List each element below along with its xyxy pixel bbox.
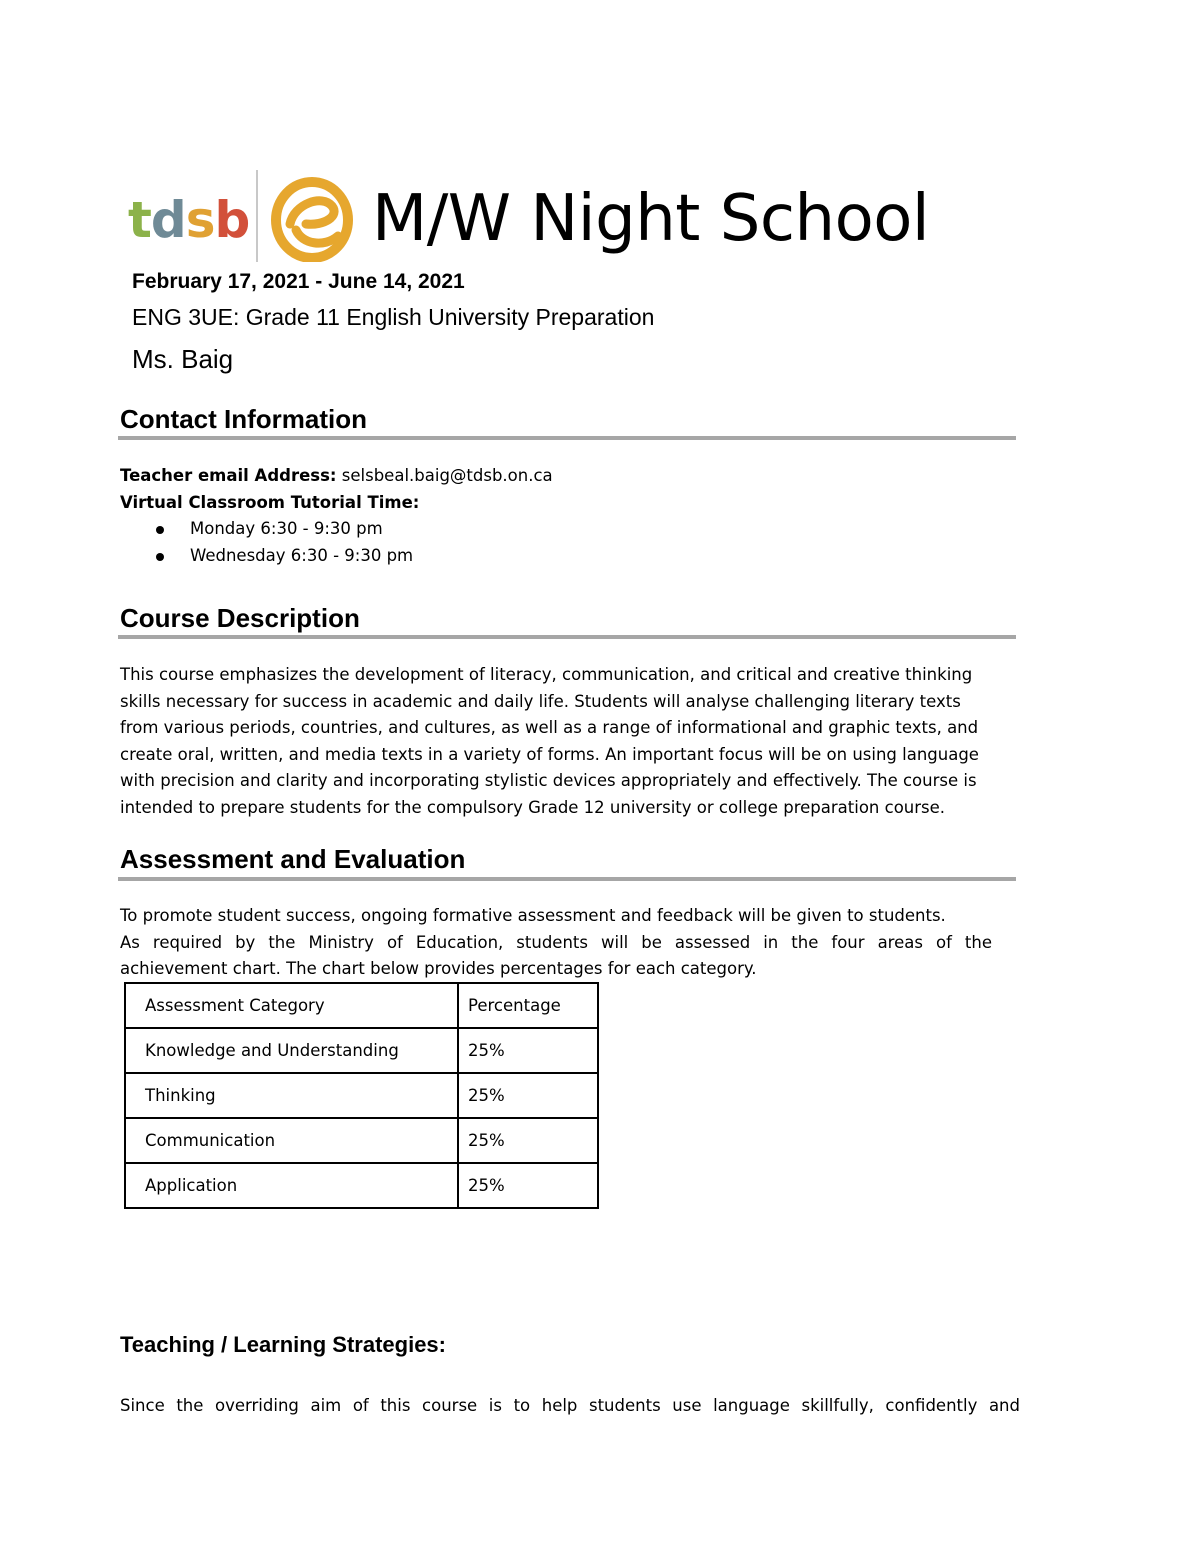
tutorial-label: Virtual Classroom Tutorial Time:: [120, 492, 420, 512]
table-header-row: [125, 983, 598, 1028]
table-header-cell: Assessment Category: [125, 983, 458, 1028]
category-cell: Knowledge and Understanding: [125, 1028, 458, 1073]
email-link[interactable]: selsbeal.baig@tdsb.on.ca: [336, 466, 553, 485]
course-title: ENG 3UE: Grade 11 English University Preparation: [132, 304, 655, 330]
assessment-intro: [120, 903, 992, 983]
table-header-cell: Percentage: [458, 983, 598, 1028]
logo-divider: [256, 170, 258, 262]
tutorial-times-list: [120, 516, 1020, 570]
description-line: with precision and clarity and incorporating stylistic devices appropriately and effectively. The course is: [120, 771, 977, 790]
table-row: [125, 1028, 598, 1073]
section-divider: [118, 436, 1016, 440]
tdsb-logo-letter: s: [185, 191, 215, 249]
e-learning-logo-icon: [268, 174, 356, 262]
section-divider: [118, 877, 1016, 881]
percentage-cell: 25%: [458, 1163, 598, 1208]
assessment-heading: Assessment and Evaluation: [120, 844, 466, 874]
tdsb-logo-letter: t: [128, 191, 151, 249]
assessment-line: As required by the Ministry of Education, students will be assessed in the four areas of the: [120, 932, 992, 952]
assessment-line: To promote student success, ongoing formative assessment and feedback will be given to students.: [120, 906, 946, 925]
assessment-table: [124, 982, 599, 1209]
tutorial-time: Monday 6:30 - 9:30 pm: [190, 519, 383, 538]
strategies-heading: Teaching / Learning Strategies:: [120, 1332, 446, 1357]
description-line: skills necessary for success in academic and daily life. Students will analyse challenging literary texts: [120, 691, 961, 711]
list-item: [120, 543, 1020, 570]
tutorial-time: Wednesday 6:30 - 9:30 pm: [190, 546, 414, 565]
percentage-cell: 25%: [458, 1073, 598, 1118]
tdsb-logo: [128, 192, 249, 248]
category-cell: Communication: [125, 1118, 458, 1163]
school-name: M/W Night School: [372, 182, 930, 256]
description-line: from various periods, countries, and cultures, as well as a range of informational and graphic texts, and: [120, 718, 979, 737]
description-line: create oral, written, and media texts in a variety of forms. An important focus will be on using language: [120, 744, 979, 764]
table-row: [125, 1118, 598, 1163]
contact-heading: Contact Information: [120, 404, 367, 434]
section-divider: [118, 635, 1016, 639]
assessment-line: achievement chart. The chart below provides percentages for each category.: [120, 959, 757, 978]
strategies-text: Since the overriding aim of this course is to help students use language skillfully, confidently and: [120, 1396, 1020, 1415]
category-cell: Application: [125, 1163, 458, 1208]
email-line: [120, 463, 1020, 490]
percentage-cell: 25%: [458, 1028, 598, 1073]
bullet-icon: [156, 553, 164, 561]
course-description: [120, 662, 1020, 821]
header-logo-row: [128, 168, 1028, 268]
table-row: [125, 1073, 598, 1118]
description-line: intended to prepare students for the compulsory Grade 12 university or college preparation course.: [120, 797, 946, 817]
description-heading: Course Description: [120, 603, 360, 633]
contact-block: [120, 463, 1020, 570]
teacher-name: Ms. Baig: [132, 344, 234, 374]
description-line: This course emphasizes the development of literacy, communication, and critical and creative thinking: [120, 665, 973, 684]
table-row: [125, 1163, 598, 1208]
tutorial-line: [120, 490, 1020, 517]
tdsb-logo-letter: d: [150, 191, 186, 249]
email-label: Teacher email Address:: [120, 466, 337, 485]
category-cell: Thinking: [125, 1073, 458, 1118]
list-item: [120, 516, 1020, 543]
term-dates: February 17, 2021 - June 14, 2021: [132, 270, 465, 293]
tdsb-logo-letter: b: [214, 191, 250, 249]
percentage-cell: 25%: [458, 1118, 598, 1163]
bullet-icon: [156, 526, 164, 534]
